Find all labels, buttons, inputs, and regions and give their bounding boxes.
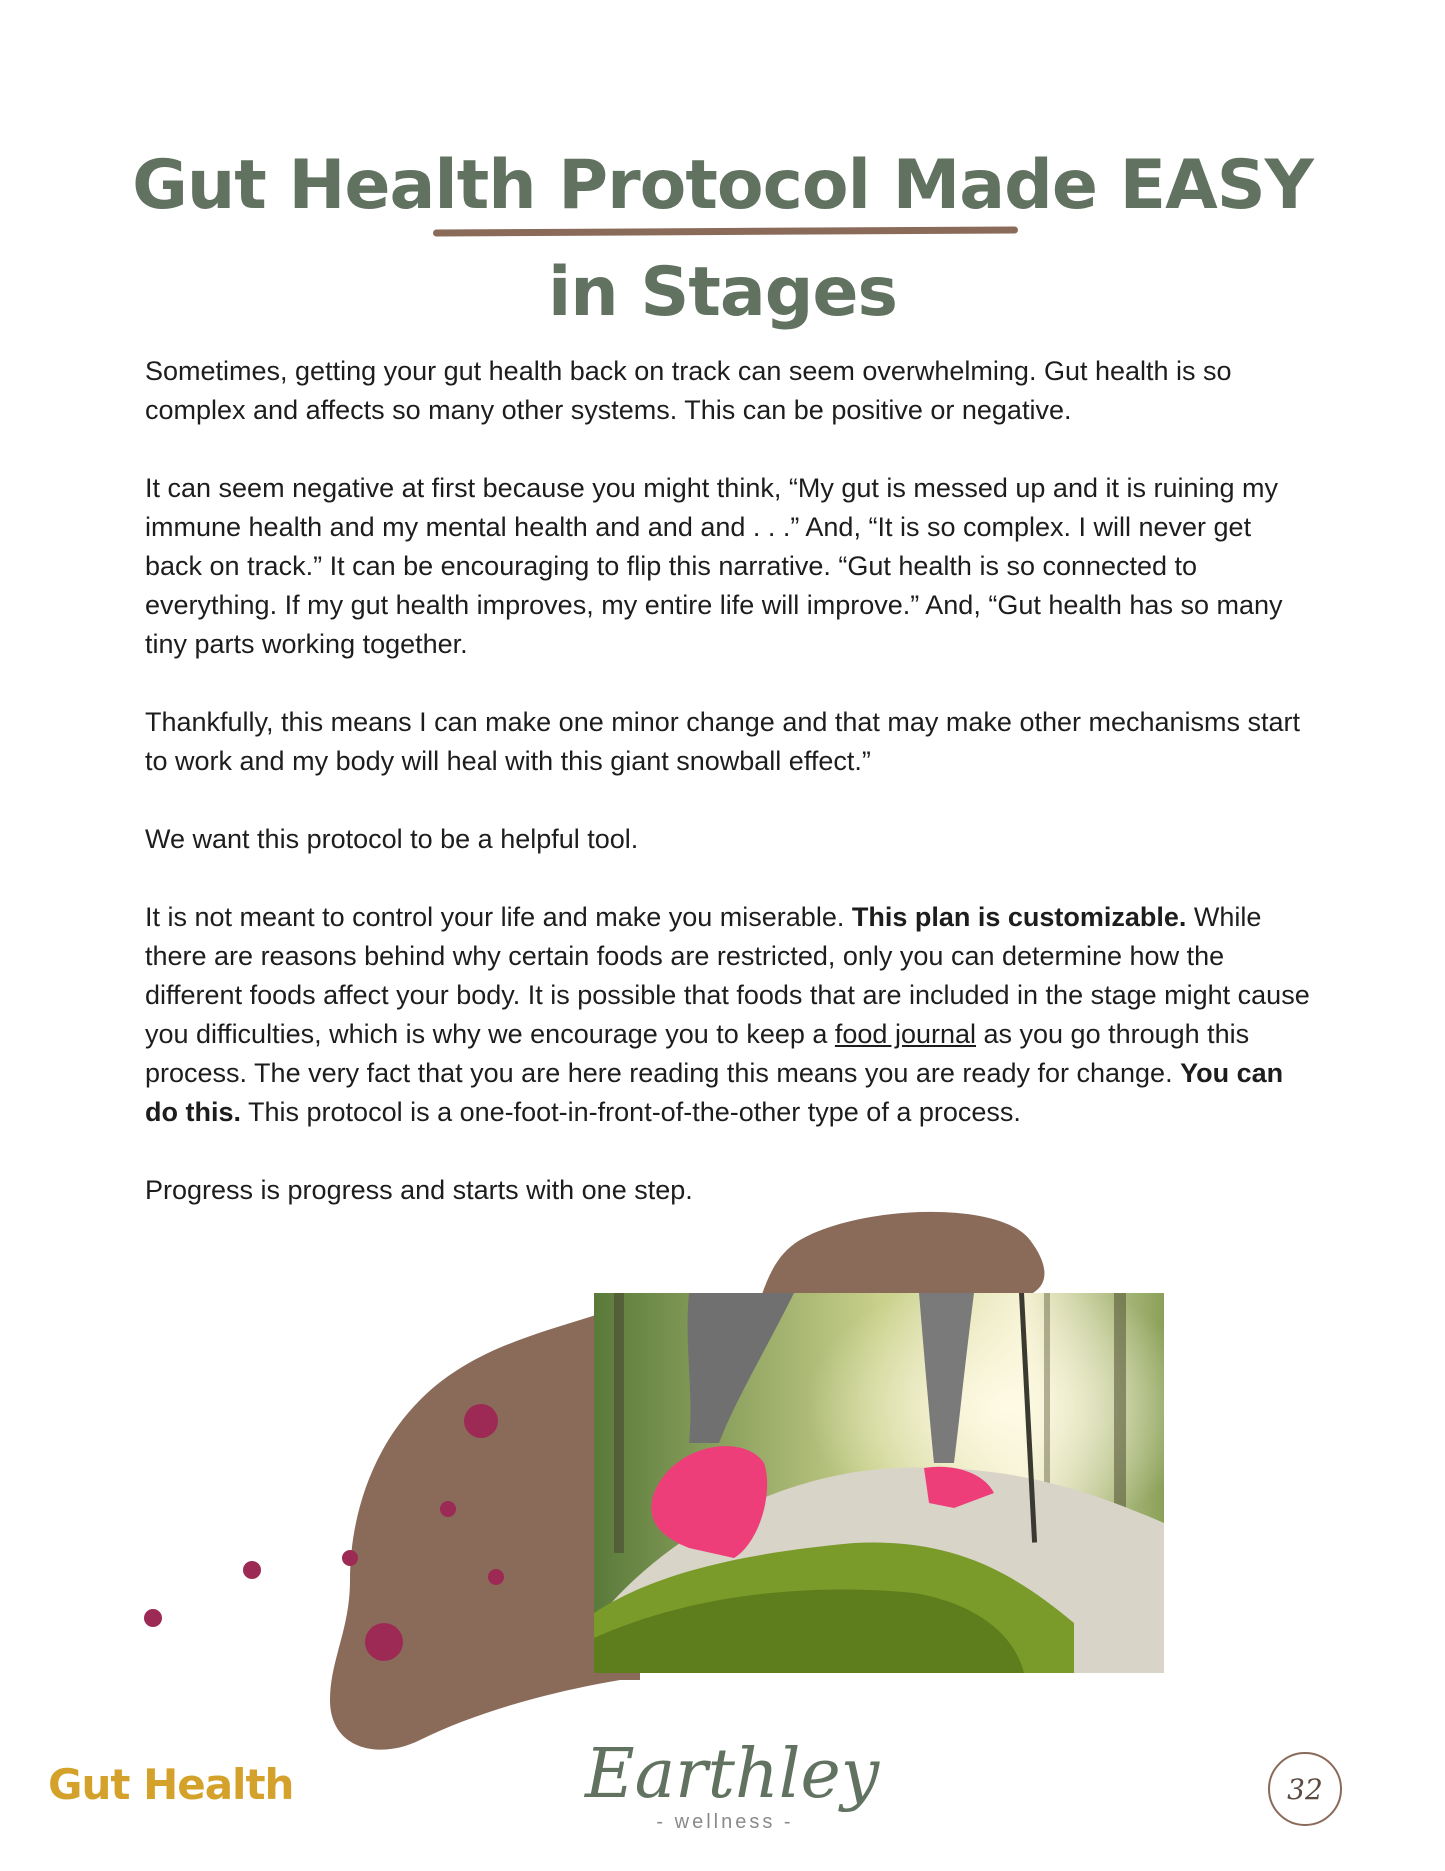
food-journal-link[interactable]: food journal <box>834 1019 976 1049</box>
paragraph-customizable <box>145 898 1310 1132</box>
dot <box>243 1561 261 1579</box>
footer-section-label: Gut Health <box>48 1760 294 1809</box>
dot <box>488 1569 504 1585</box>
paragraph-text: While there are reasons behind why certain foods are restricted, only you can determine how the different foods affect your body. It is possible that foods that are included in the stage might cause you difficulties, which is why we encourage you to keep a <box>145 902 1310 1049</box>
dot <box>464 1404 498 1438</box>
paragraph-text: It is not meant to control your life and make you miserable. <box>145 902 852 932</box>
brand-name: Earthley <box>585 1735 880 1814</box>
dot <box>144 1609 162 1627</box>
paragraph-text: This protocol is a one-foot-in-front-of-the-other type of a process. <box>241 1097 1021 1127</box>
emphasis-customizable: This plan is customizable. <box>851 902 1187 932</box>
dot <box>365 1623 403 1661</box>
page-number: 32 <box>1268 1752 1342 1826</box>
dot <box>342 1550 358 1566</box>
paragraph-negative: It can seem negative at first because you might think, “My gut is messed up and it is ruining my immune health and my mental health and and and . . .” And, “It is so complex. I will never get back on track.” It can be encouraging to flip this narrative. “Gut health is so connected to everything. If my gut health improves, my entire life will improve.” And, “Gut health has so many tiny parts working together. <box>145 473 1283 659</box>
brand-subtitle: - wellness - <box>656 1811 794 1833</box>
paragraph-text: as you go through this process. The very fact that you are here reading this means you are ready for change. <box>145 1019 1250 1088</box>
brand-logo <box>585 1735 880 1834</box>
emphasis-you-can-do-this: You can do this. <box>145 1058 1284 1127</box>
paragraph-progress: Progress is progress and starts with one step. <box>145 1175 693 1205</box>
paragraph-helpful-tool: We want this protocol to be a helpful tool. <box>145 824 639 854</box>
page-title-line1: Gut Health Protocol Made EASY <box>132 146 1313 225</box>
page-title-line2: in Stages <box>547 253 898 332</box>
paragraph-thankfully: Thankfully, this means I can make one minor change and that may make other mechanisms start to work and my body will heal with this giant snowball effect.” <box>145 707 1301 776</box>
dot <box>440 1501 456 1517</box>
paragraph-intro: Sometimes, getting your gut health back on track can seem overwhelming. Gut health is so complex and affects so many other systems. This can be positive or negative. <box>145 356 1232 425</box>
hiker-photo <box>594 1293 1164 1673</box>
body-text <box>145 352 1310 1249</box>
